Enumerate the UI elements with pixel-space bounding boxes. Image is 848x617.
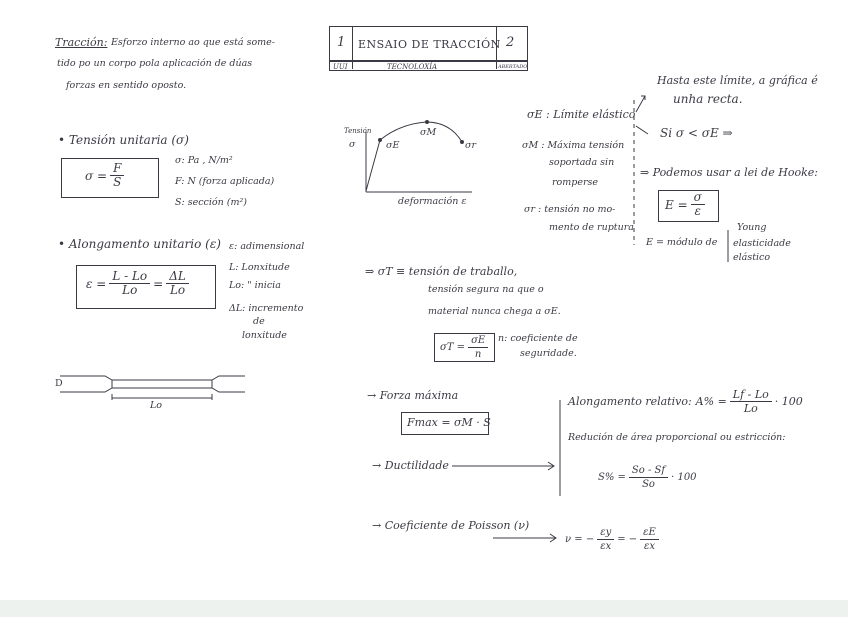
young-2: elasticidade	[733, 238, 791, 249]
graph-xlabel: deformación ε	[398, 196, 467, 207]
graph-ylabel: Tensión	[344, 127, 372, 135]
right-note2: unha recta.	[673, 92, 743, 106]
header-right-number: 2	[506, 35, 515, 50]
specimen-l-label: Lo	[150, 400, 163, 411]
strain-den2: Lo	[169, 283, 186, 297]
red-tail: · 100	[671, 472, 697, 483]
work-lhs: σT =	[440, 342, 466, 353]
def-r2: mento de ruptura	[549, 222, 634, 233]
young-1: Young	[737, 222, 767, 233]
stress-heading: • Tensión unitaria (σ)	[58, 133, 189, 147]
elong-formula	[568, 388, 803, 415]
reduction-formula	[598, 464, 697, 491]
red-den: So	[642, 479, 655, 490]
stress-legend3: S: sección (m²)	[175, 197, 247, 208]
reduction-label: Redución de área proporcional ou estricción:	[568, 432, 786, 443]
red-lhs: S% =	[598, 472, 626, 483]
red-num: So - Sf	[629, 464, 668, 478]
right-e-def: E = módulo de	[646, 237, 718, 248]
strain-num2: ΔL	[166, 270, 189, 284]
young-3: elástico	[733, 252, 771, 263]
def-e: σE : Límite elástico	[527, 108, 636, 121]
hooke-den: ε	[694, 204, 701, 218]
right-note1: Hasta este límite, a gráfica é	[657, 74, 818, 87]
graph-pt-r: σr	[465, 140, 477, 151]
header-title: ENSAIO DE TRACCIÓN	[358, 38, 501, 51]
hooke-num: σ	[691, 191, 705, 205]
work-desc1: tensión segura na que o	[428, 284, 544, 295]
poisson-lhs: ν = −	[565, 534, 595, 545]
poisson-formula	[565, 526, 662, 553]
header-number: 1	[337, 35, 346, 50]
strain-legend1: ε: adimensional	[229, 241, 305, 252]
intro-line3: forzas en sentido oposto.	[66, 80, 187, 91]
poisson-den1: εx	[600, 541, 612, 552]
def-m3: romperse	[552, 177, 599, 188]
work-desc2: material nunca chega a σE.	[428, 306, 561, 317]
hooke-lhs: E =	[665, 197, 688, 212]
stress-num: F	[110, 162, 124, 176]
stress-legend1: σ: Pa , N/m²	[175, 155, 233, 166]
work-num: σE	[468, 334, 488, 348]
strain-legend5: de	[253, 316, 265, 327]
strain-num1: L - Lo	[109, 270, 150, 284]
intro-line2: tido po un corpo pola aplicación de dúas	[57, 58, 253, 69]
def-r1: σr : tensión no mo-	[524, 204, 616, 215]
header-sub-left: UUI	[333, 63, 348, 71]
strain-lhs: ε =	[86, 276, 107, 291]
work-line: ⇒ σT ≡ tensión de traballo,	[365, 265, 518, 278]
stress-legend2: F: N (forza aplicada)	[175, 176, 275, 187]
poisson-eq: = −	[617, 534, 638, 545]
poisson-den2: εx	[643, 541, 655, 552]
strain-legend6: lonxitude	[242, 330, 287, 341]
fmax-label: → Forza máxima	[367, 389, 459, 402]
strain-eq: =	[153, 276, 164, 291]
elong-den: Lo	[743, 402, 758, 415]
work-formula	[440, 334, 491, 361]
elong-num: Lf - Lo	[730, 388, 772, 402]
strain-legend3: Lo: " inicia	[229, 280, 281, 291]
poisson-num1: εy	[597, 526, 614, 540]
strain-den1: Lo	[122, 283, 138, 297]
poisson-label: → Coeficiente de Poisson (ν)	[372, 519, 530, 532]
intro-line1: Esforzo interno ao que está some-	[111, 37, 276, 48]
strain-legend4: ΔL: incremento	[229, 303, 304, 314]
right-cond: Si σ < σE ⇒	[660, 126, 733, 140]
hooke-formula	[665, 191, 708, 218]
intro-heading: Tracción:	[55, 36, 108, 49]
elong-label: Alongamento relativo:	[568, 395, 692, 408]
stress-den: S	[113, 175, 122, 189]
header-sub-center: TECNOLOXÍA	[387, 63, 438, 71]
work-n-desc2: seguridade.	[520, 348, 577, 359]
work-n-desc1: n: coeficiente de	[498, 333, 578, 344]
elong-tail: · 100	[774, 395, 803, 408]
graph-ysym: σ	[349, 139, 356, 150]
strain-heading: • Alongamento unitario (ε)	[58, 237, 221, 251]
graph-pt-m: σM	[420, 127, 437, 138]
specimen-d-label: D	[55, 378, 63, 389]
elong-lhs: A% =	[695, 395, 727, 408]
graph-pt-e: σE	[386, 140, 400, 151]
right-hooke: ⇒ Podemos usar a lei de Hooke:	[640, 166, 818, 179]
work-den: n	[474, 349, 482, 360]
def-m1: σM : Máxima tensión	[522, 140, 625, 151]
poisson-num2: εE	[640, 526, 659, 540]
stress-lhs: σ =	[85, 168, 108, 183]
strain-legend2: L: Lonxitude	[229, 262, 290, 273]
def-m2: soportada sin	[549, 157, 615, 168]
fmax-formula: Fmax = σM · S	[407, 416, 491, 429]
header-sub-right: ABERTADO	[498, 64, 528, 70]
ductility-label: → Ductilidade	[372, 459, 449, 472]
